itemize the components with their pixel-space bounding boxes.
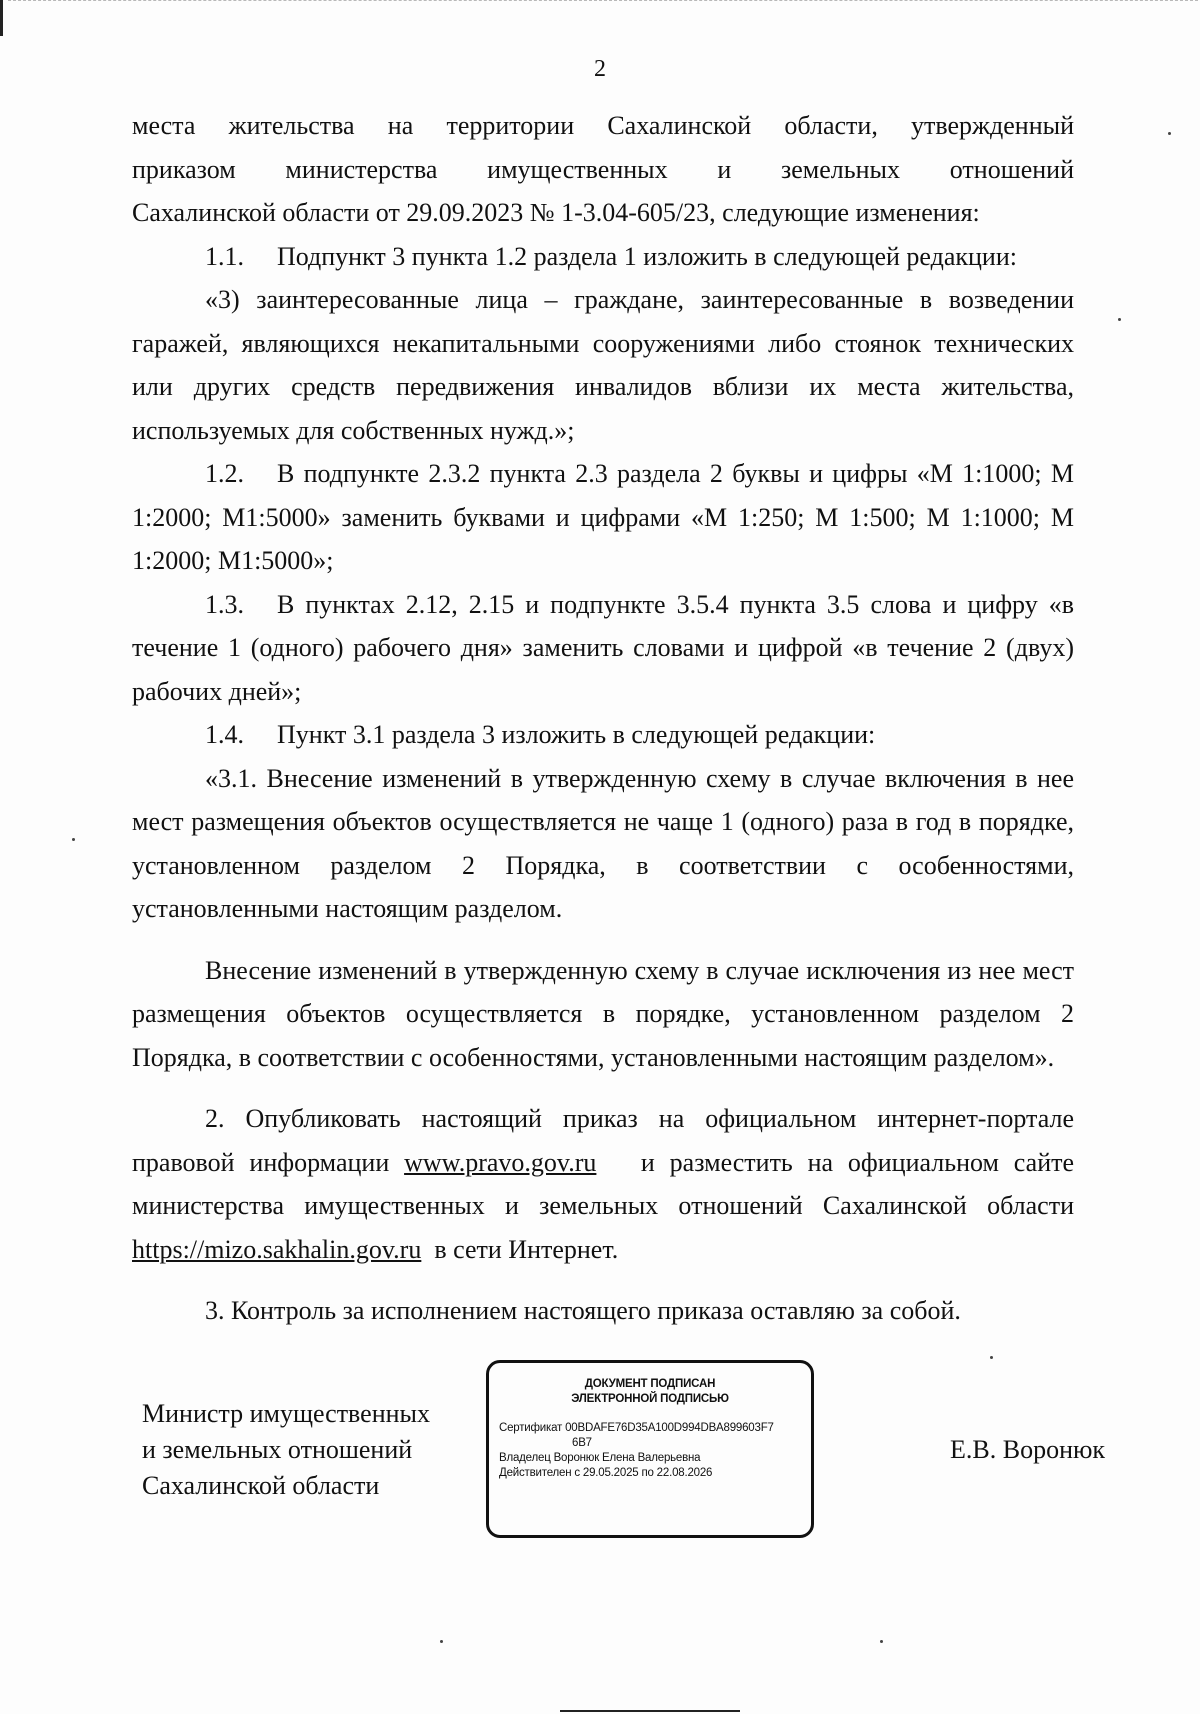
stamp-certificate: Сертификат 00BDAFE76D35A100D994DBA899603F7 bbox=[499, 1422, 774, 1434]
clause-1-1-text: Подпункт 3 пункта 1.2 раздела 1 изложить в следующей редакции: bbox=[277, 241, 1017, 271]
page-number: 2 bbox=[594, 56, 606, 82]
clause-1-3 bbox=[132, 583, 1074, 714]
clause-1-1 bbox=[132, 235, 1074, 279]
clause-2 bbox=[132, 1097, 1074, 1271]
signatory-position-line3: Сахалинской области bbox=[142, 1471, 380, 1500]
stamp-title-line1: ДОКУМЕНТ ПОДПИСАН bbox=[584, 1378, 716, 1390]
scan-speck bbox=[440, 1640, 443, 1643]
clause-1-3-number: 1.3. bbox=[205, 589, 244, 619]
clause-2-text-middle: и разместить на официальном сайте министерства имущественных и земельных отношений Сахалинской области bbox=[132, 1147, 1075, 1220]
scan-speck bbox=[880, 1640, 883, 1643]
scan-speck bbox=[1168, 132, 1171, 135]
stamp-title-line2: ЭЛЕКТРОННОЙ ПОДПИСЬЮ bbox=[571, 1393, 729, 1405]
clause-1-1-quote: «3) заинтересованные лица – граждане, заинтересованные в возведении гаражей, являющихся некапитальными сооружениями либо стоянок технических или других средств передвижения инвалидов вблизи их места жительства, используемых для собственных нужд.»; bbox=[132, 285, 1074, 445]
stamp-validity: Действителен с 29.05.2025 по 22.08.2026 bbox=[499, 1467, 713, 1479]
stamp-owner: Владелец Воронюк Елена Валерьевна bbox=[499, 1452, 701, 1464]
signatory-position bbox=[142, 1396, 430, 1504]
stamp-certificate-cont: 6B7 bbox=[572, 1437, 592, 1449]
clause-1-4-text: Пункт 3.1 раздела 3 изложить в следующей редакции: bbox=[277, 720, 876, 749]
scan-edge-bottom bbox=[560, 1710, 740, 1712]
clause-1-3-text: В пунктах 2.12, 2.15 и подпункте 3.5.4 пункта 3.5 слова и цифру «в течение 1 (одного) рабочего дня» заменить словами и цифрой «в течение 2 (двух) рабочих дней»; bbox=[132, 589, 1074, 706]
paragraph-intro-line1: места жительства на территории Сахалинской области, утвержденный bbox=[132, 111, 1074, 140]
document-body bbox=[132, 104, 1074, 1333]
paragraph-intro-line2: приказом министерства имущественных и земельных отношений bbox=[132, 154, 1074, 184]
scan-speck bbox=[990, 1356, 993, 1359]
mizo-site-link[interactable]: https://mizo.sakhalin.gov.ru bbox=[132, 1234, 422, 1264]
signatory-name: Е.В. Воронюк bbox=[950, 1435, 1106, 1464]
clause-1-4-number: 1.4. bbox=[205, 720, 244, 749]
clause-3: 3. Контроль за исполнением настоящего приказа оставляю за собой. bbox=[205, 1296, 961, 1325]
electronic-signature-stamp bbox=[486, 1360, 814, 1538]
clause-1-2 bbox=[132, 452, 1074, 583]
clause-1-4-quote-1: «3.1. Внесение изменений в утвержденную схему в случае включения в нее мест размещения объектов осуществляется не чаще 1 (одного) раза в год в порядке, установленном разделом 2 Порядка, в соответствии с особенностями, установленными настоящим разделом. bbox=[132, 763, 1074, 923]
pravo-portal-link[interactable]: www.pravo.gov.ru bbox=[404, 1147, 597, 1177]
clause-2-text-start: 2. Опубликовать настоящий приказ на официальном интернет-портале правовой информации bbox=[132, 1104, 1074, 1177]
clause-1-2-text: В подпункте 2.3.2 пункта 2.3 раздела 2 буквы и цифры «М 1:1000; М 1:2000; М1:5000» заменить буквами и цифрами «М 1:250; М 1:500; М 1:1000; М 1:2000; М1:5000»; bbox=[132, 459, 1074, 575]
scan-edge-mark bbox=[0, 0, 3, 36]
clause-1-1-number: 1.1. bbox=[205, 241, 244, 271]
clause-1-4-quote-2: Внесение изменений в утвержденную схему в случае исключения из нее мест размещения объектов осуществляется в порядке, установленном разделом 2 Порядка, в соответствии с особенностями, установленными настоящим разделом». bbox=[132, 955, 1074, 1072]
clause-1-2-number: 1.2. bbox=[205, 459, 244, 488]
signatory-position-line2: и земельных отношений bbox=[142, 1435, 413, 1464]
scan-edge-top bbox=[8, 0, 1198, 2]
signatory-position-line1: Министр имущественных bbox=[142, 1399, 431, 1428]
scan-speck bbox=[72, 838, 75, 841]
paragraph-intro-line3: Сахалинской области от 29.09.2023 № 1-3.04-605/23, следующие изменения: bbox=[132, 198, 980, 227]
clause-2-text-end: в сети Интернет. bbox=[434, 1234, 619, 1264]
scan-speck bbox=[1118, 318, 1121, 321]
clause-1-4 bbox=[132, 713, 1074, 757]
